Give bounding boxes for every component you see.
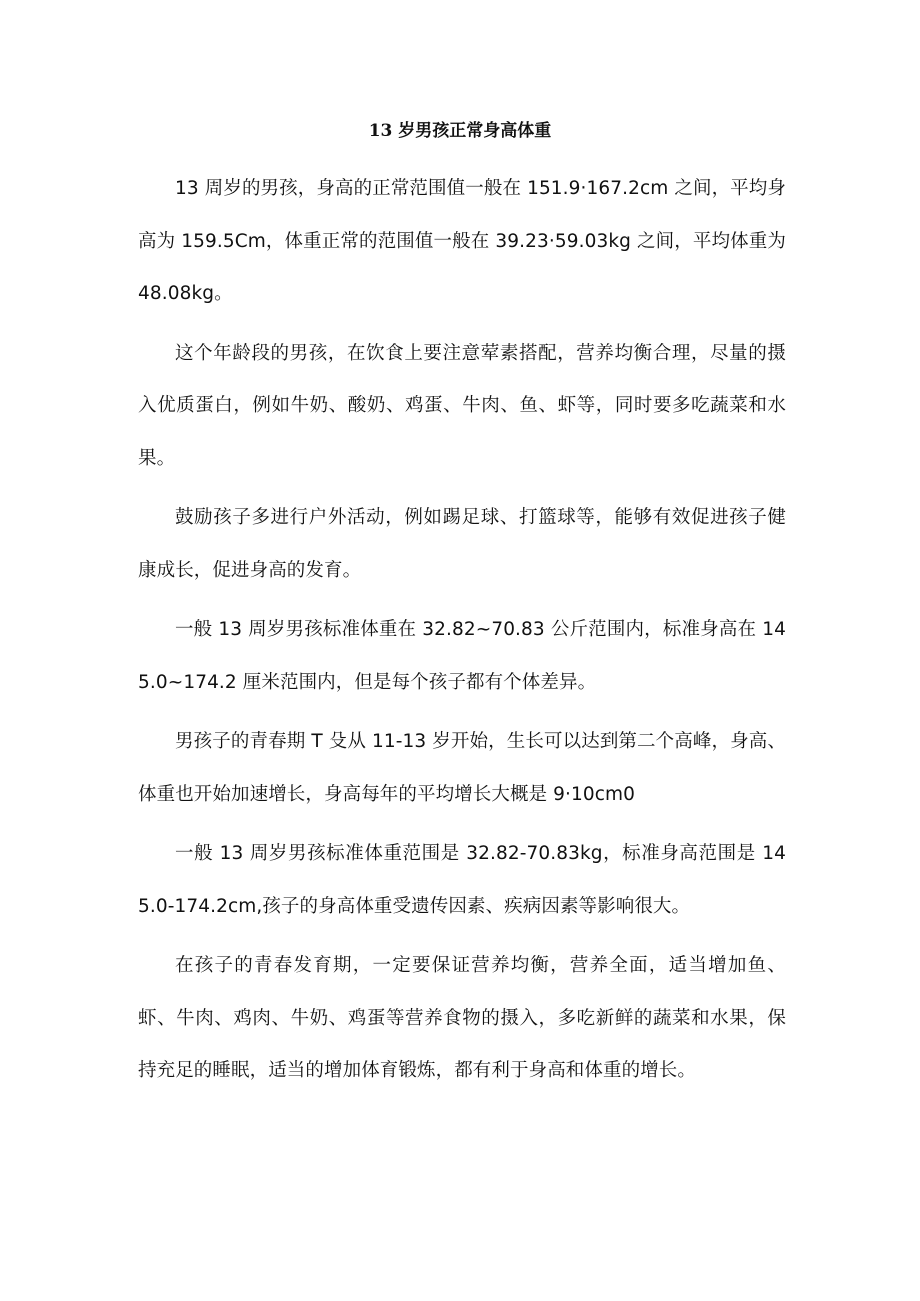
document-body	[138, 163, 786, 1105]
paragraph-7: 在孩子的青春发育期，一定要保证营养均衡，营养全面，适当增加鱼、虾、牛肉、鸡肉、牛奶、鸡蛋等营养食物的摄入，多吃新鲜的蔬菜和水果，保持充足的睡眠，适当的增加体育锻炼，都有利于身高和体重的增长。	[138, 955, 786, 1081]
document-title: 13 岁男孩正常身高体重	[368, 121, 552, 141]
paragraph-3: 鼓励孩子多进行户外活动，例如踢足球、打篮球等，能够有效促进孩子健康成长，促进身高的发育。	[138, 507, 786, 581]
paragraph-2: 这个年龄段的男孩，在饮食上要注意荤素搭配，营养均衡合理，尽量的摄入优质蛋白，例如牛奶、酸奶、鸡蛋、牛肉、鱼、虾等，同时要多吃蔬菜和水果。	[138, 342, 786, 469]
paragraph-4: 一般 13 周岁男孩标准体重在 32.82~70.83 公斤范围内，标准身高在 145.0~174.2 厘米范围内，但是每个孩子都有个体差异。	[138, 619, 786, 693]
paragraph-5: 男孩子的青春期 T 殳从 11-13 岁开始，生长可以达到第二个高峰，身高、体重也开始加速增长，身高每年的平均增长大概是 9·10cm0	[138, 731, 786, 805]
paragraph-6: 一般 13 周岁男孩标准体重范围是 32.82-70.83kg，标准身高范围是 145.0-174.2cm,孩子的身高体重受遗传因素、疾病因素等影响很大。	[138, 843, 786, 917]
paragraph-1: 13 周岁的男孩，身高的正常范围值一般在 151.9·167.2cm 之间，平均身高为 159.5Cm，体重正常的范围值一般在 39.23·59.03kg 之间，平均体重为 48.08kg。	[138, 178, 786, 304]
